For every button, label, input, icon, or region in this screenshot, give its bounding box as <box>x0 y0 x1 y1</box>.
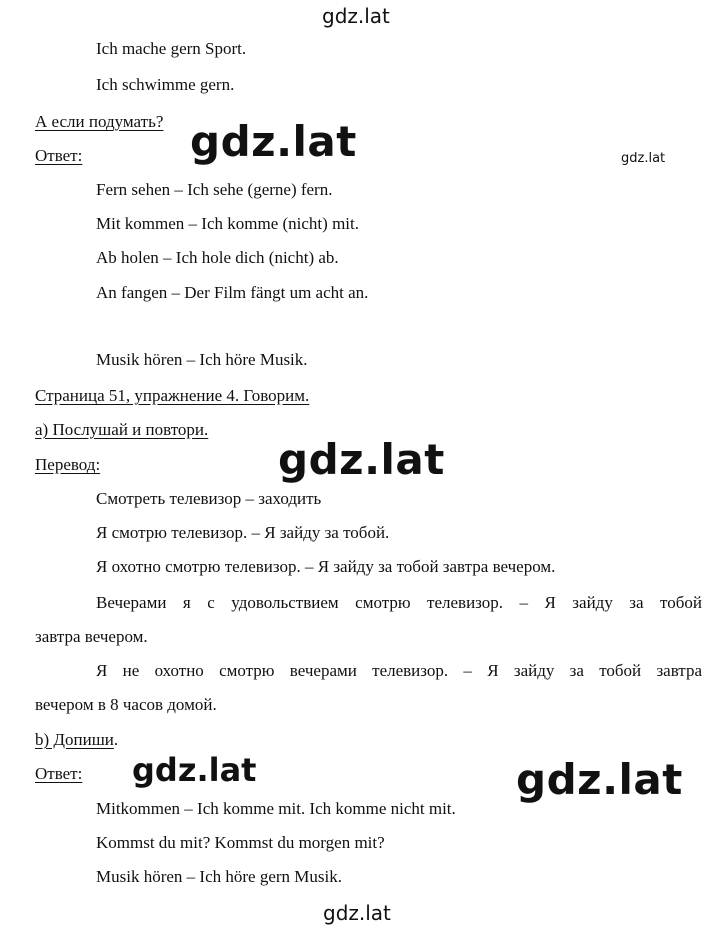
watermark-medium: gdz.lat <box>132 751 257 789</box>
heading-complete-dot: . <box>113 730 119 749</box>
text-line: Ich schwimme gern. <box>96 75 235 94</box>
heading-translation: Перевод: <box>35 455 101 474</box>
heading-answer: Ответ: <box>35 146 83 165</box>
heading-complete <box>35 730 118 750</box>
text-line: Ab holen – Ich hole dich (nicht) ab. <box>96 248 339 267</box>
text-line: Musik hören – Ich höre Musik. <box>96 350 308 369</box>
text-line: Я смотрю телевизор. – Я зайду за тобой. <box>96 523 390 542</box>
text-line: Смотреть телевизор – заходить <box>96 489 322 508</box>
text-line: Musik hören – Ich höre gern Musik. <box>96 867 342 886</box>
text-line: An fangen – Der Film fängt um acht an. <box>96 283 369 302</box>
heading-complete-label: b) Допиши <box>35 730 114 749</box>
heading-exercise: Страница 51, упражнение 4. Говорим. <box>35 386 310 405</box>
text-line: вечером в 8 часов домой. <box>35 695 217 714</box>
watermark-large-2: gdz.lat <box>278 435 445 484</box>
watermark-small-right: gdz.lat <box>621 151 666 166</box>
text-line: завтра вечером. <box>35 627 148 646</box>
text-line: Я охотно смотрю телевизор. – Я зайду за тобой завтра вечером. <box>96 557 556 576</box>
text-line: Kommst du mit? Kommst du morgen mit? <box>96 833 385 852</box>
watermark-bottom: gdz.lat <box>323 901 391 925</box>
heading-answer-2: Ответ: <box>35 764 83 783</box>
heading-think: А если подумать? <box>35 112 164 131</box>
text-line: Mit kommen – Ich komme (nicht) mit. <box>96 214 359 233</box>
text-line: Вечерами я с удовольствием смотрю телевизор. – Я зайду за тобой <box>96 593 702 612</box>
watermark-top: gdz.lat <box>322 4 390 28</box>
text-line: Я не охотно смотрю вечерами телевизор. – Я зайду за тобой завтра <box>96 661 702 680</box>
heading-listen: a) Послушай и повтори. <box>35 420 209 439</box>
text-line: Fern sehen – Ich sehe (gerne) fern. <box>96 180 333 199</box>
text-line: Mitkommen – Ich komme mit. Ich komme nicht mit. <box>96 799 456 818</box>
text-line: Ich mache gern Sport. <box>96 39 247 58</box>
watermark-large-3: gdz.lat <box>516 755 683 804</box>
watermark-large-1: gdz.lat <box>190 117 357 166</box>
